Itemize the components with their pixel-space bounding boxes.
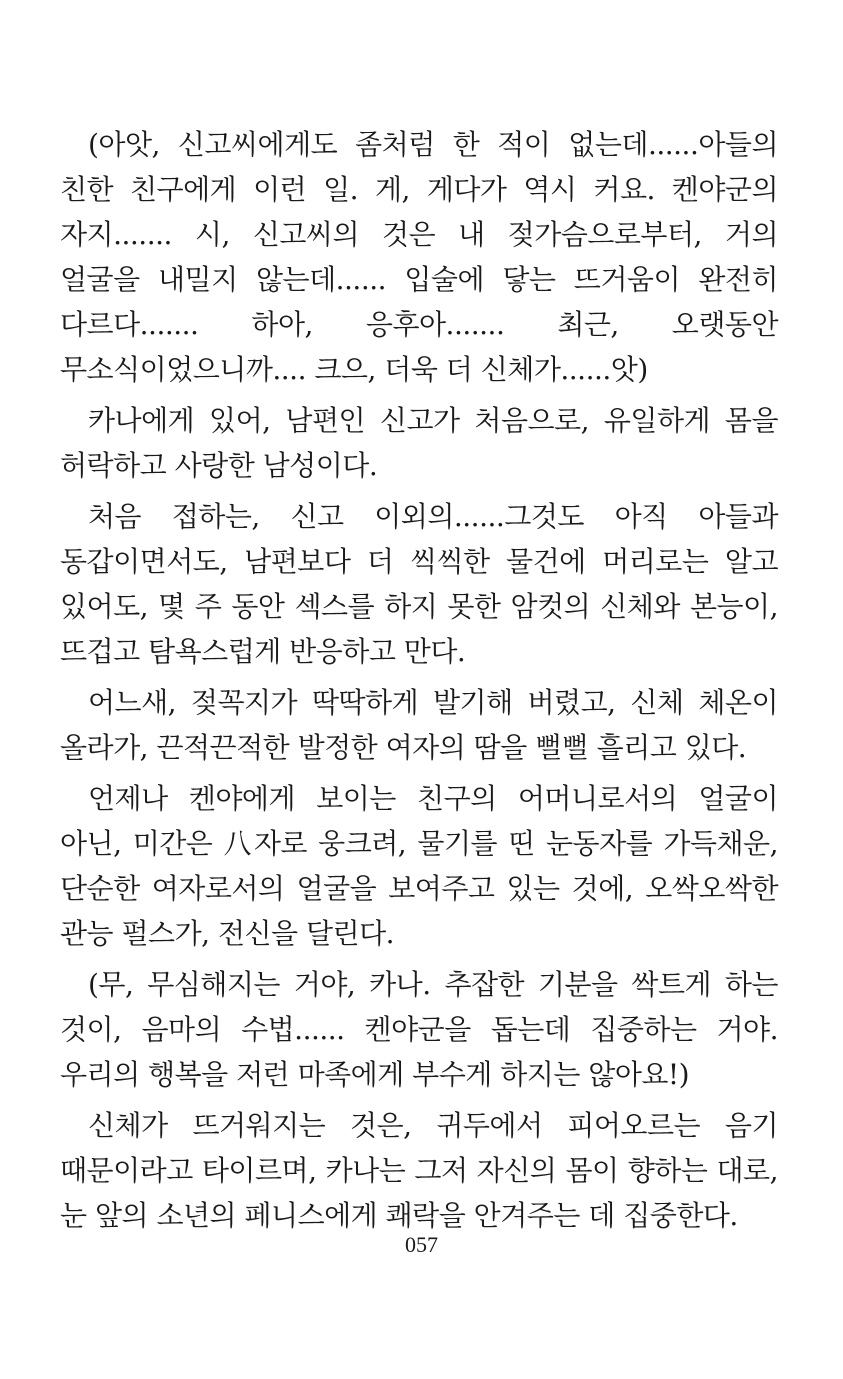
page-number: 057 <box>405 1232 438 1257</box>
paragraph: (아앗, 신고씨에게도 좀처럼 한 적이 없는데......아들의 친한 친구에게 이런 일. 게, 게다가 역시 커요. 켄야군의 자지....... 시, 신고씨의 것은 내 젖가슴으로부터, 거의 얼굴을 내밀지 않는데...... 입술에 닿는 뜨거움이 완전히 다르다....... 하아, 응후아....... 최근, 오랫동안 무소식이었으니까.... 크으, 더욱 더 신체가......앗) <box>60 128 778 386</box>
paragraph: (무, 무심해지는 거야, 카나. 추잡한 기분을 싹트게 하는 것이, 음마의 수법...... 켄야군을 돕는데 집중하는 거야. 우리의 행복을 저런 마족에게 부수게 하지는 않아요!) <box>60 968 778 1091</box>
paragraph: 신체가 뜨거워지는 것은, 귀두에서 피어오르는 음기 때문이라고 타이르며, 카나는 그저 자신의 몸이 향하는 대로, 눈 앞의 소년의 페니스에게 쾌락을 안겨주는 데 집중한다. <box>60 1109 778 1232</box>
page-body <box>60 122 778 1238</box>
paragraph: 언제나 켄야에게 보이는 친구의 어머니로서의 얼굴이 아닌, 미간은 八자로 웅크려, 물기를 띤 눈동자를 가득채운, 단순한 여자로서의 얼굴을 보여주고 있는 것에, 오싹오싹한 관능 펄스가, 전신을 달린다. <box>60 782 778 950</box>
paragraph: 카나에게 있어, 남편인 신고가 처음으로, 유일하게 몸을 허락하고 사랑한 남성이다. <box>60 404 778 482</box>
paragraph: 어느새, 젖꼭지가 딱딱하게 발기해 버렸고, 신체 체온이 올라가, 끈적끈적한 발정한 여자의 땀을 뻘뻘 흘리고 있다. <box>60 686 778 764</box>
paragraph: 처음 접하는, 신고 이외의......그것도 아직 아들과 동갑이면서도, 남편보다 더 씩씩한 물건에 머리로는 알고 있어도, 몇 주 동안 섹스를 하지 못한 암컷의 신체와 본능이, 뜨겁고 탐욕스럽게 반응하고 만다. <box>60 500 778 668</box>
